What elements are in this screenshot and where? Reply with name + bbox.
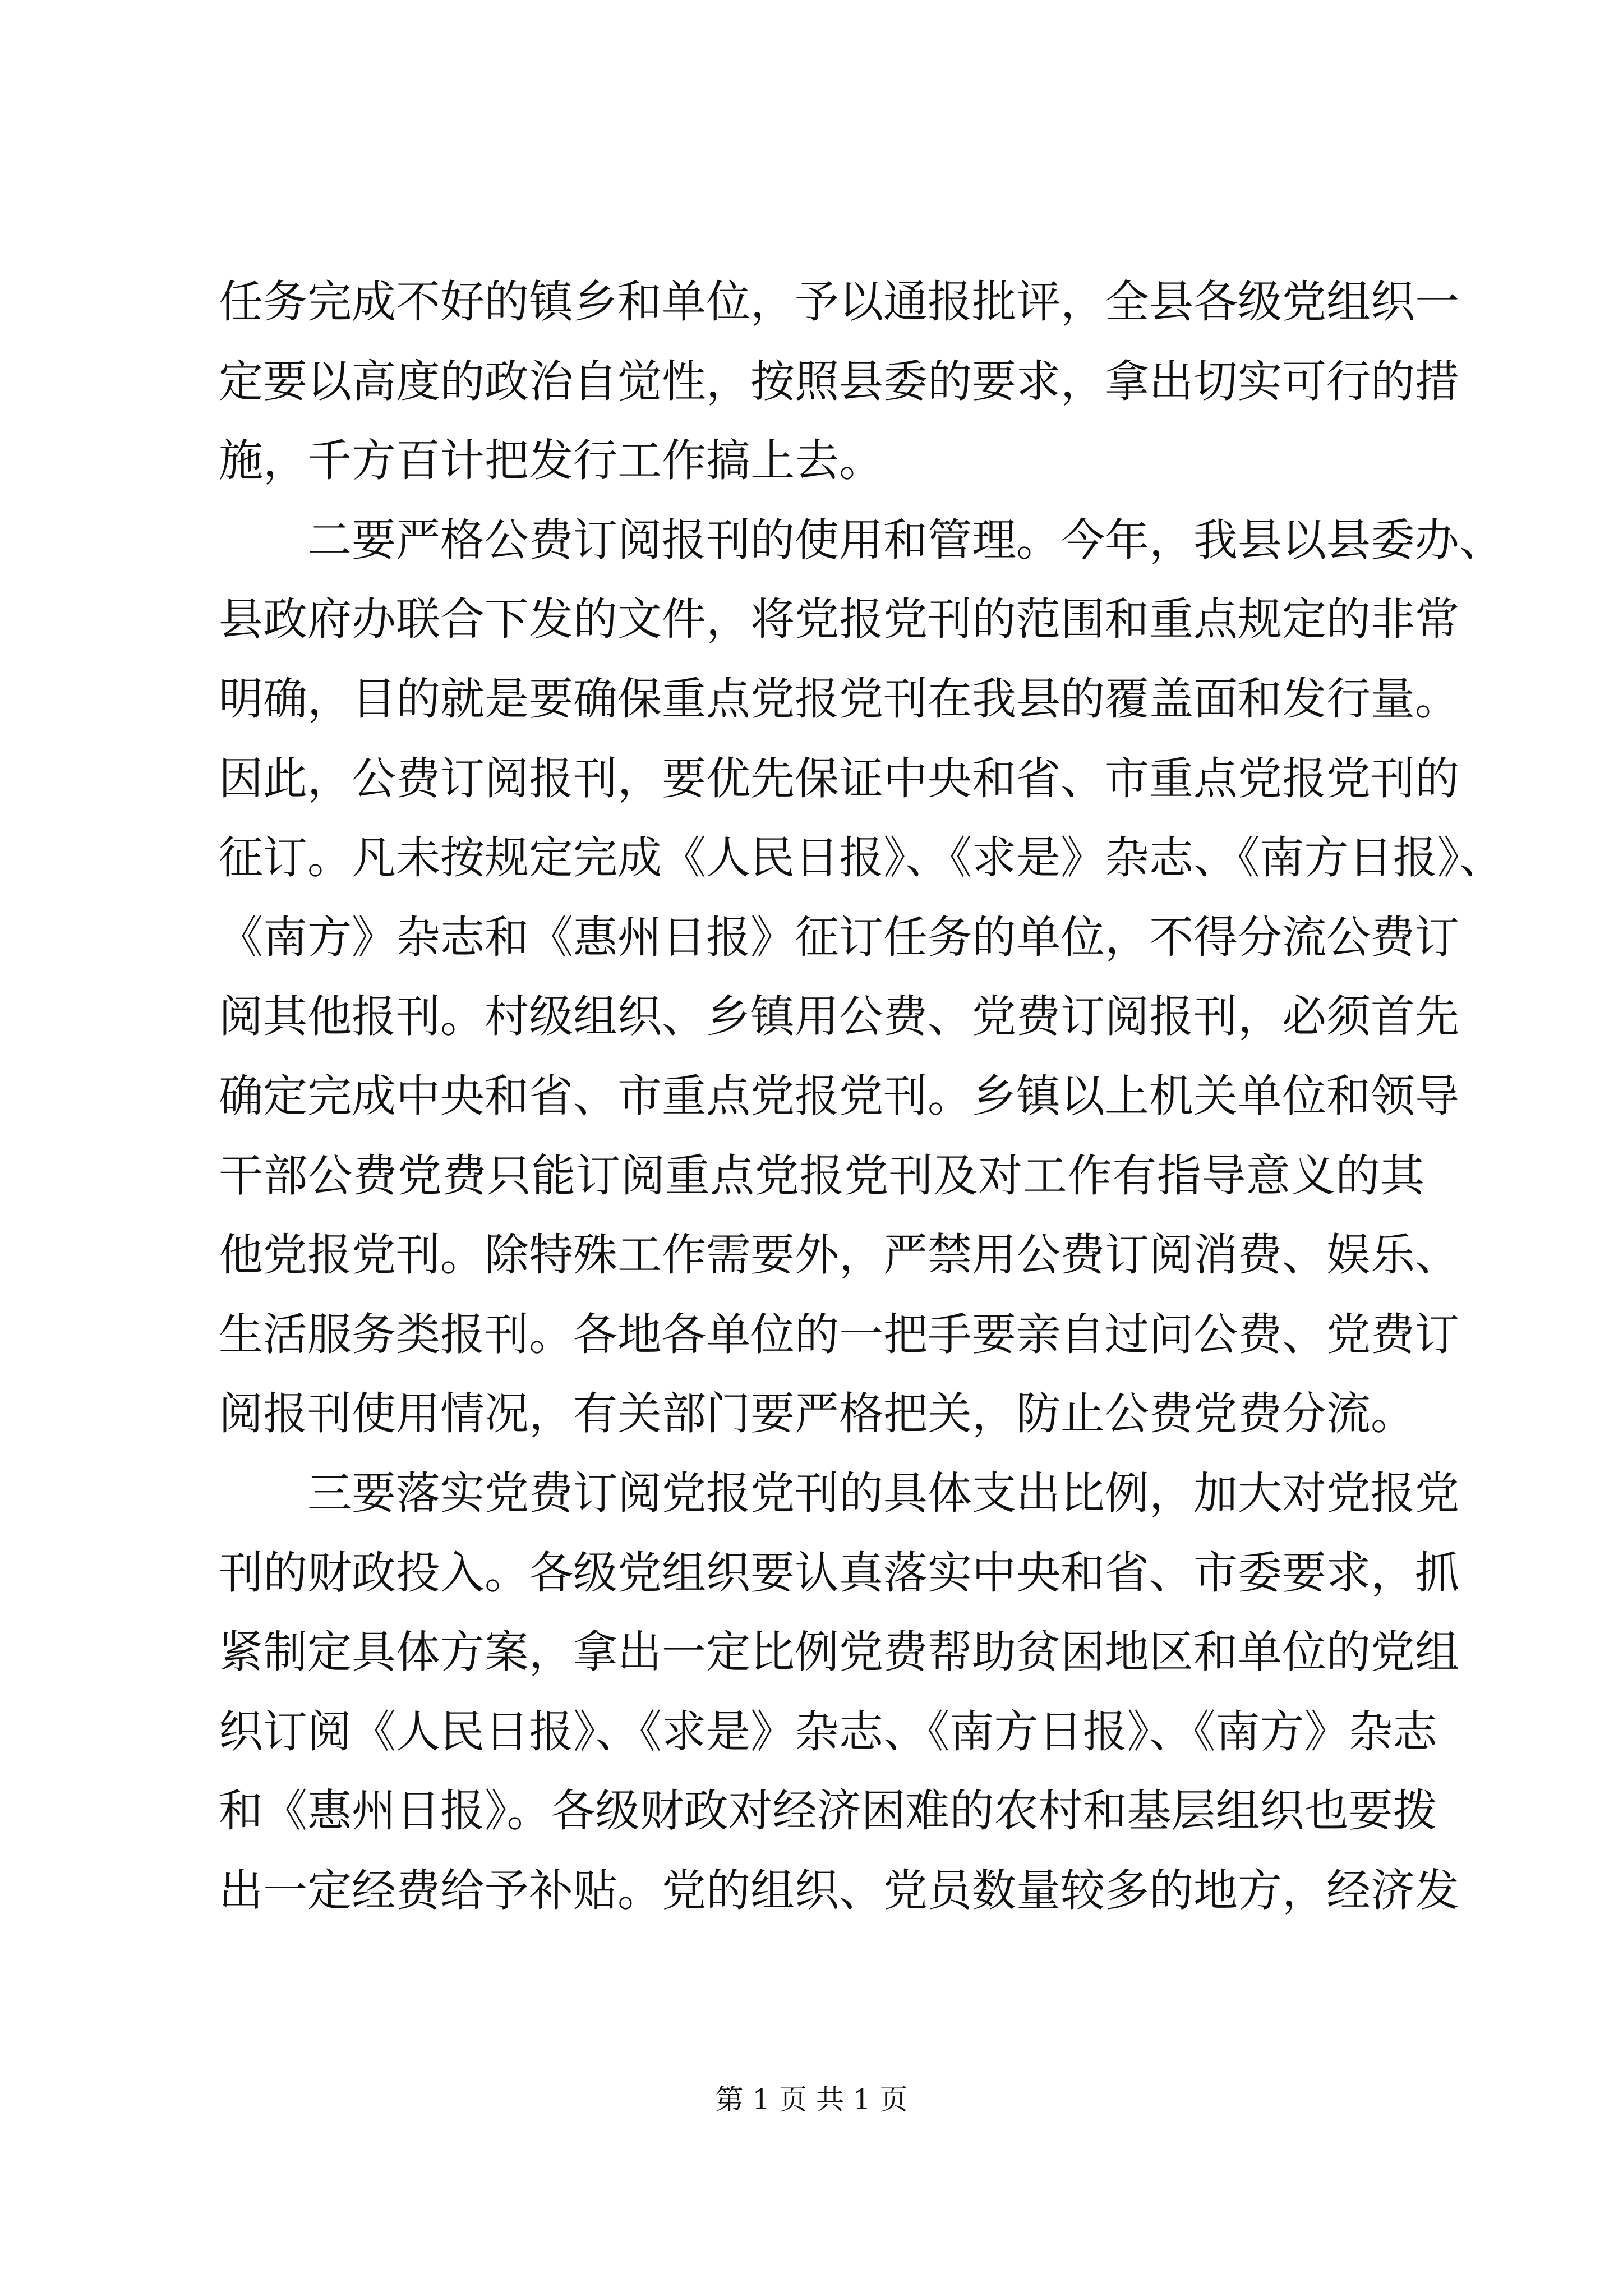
text-line: 因此，公费订阅报刊，要优先保证中央和省、市重点党报党刊的 <box>219 752 1459 804</box>
text-line: 紧制定具体方案，拿出一定比例党费帮助贫困地区和单位的党组 <box>219 1626 1459 1678</box>
text-line: 刊的财政投入。各级党组织要认真落实中央和省、市委要求，抓 <box>219 1547 1459 1599</box>
text-line: 县政府办联合下发的文件，将党报党刊的范围和重点规定的非常 <box>219 593 1459 646</box>
document-body <box>219 263 1504 1930</box>
text-line: 《南方》杂志和《惠州日报》征订任务的单位，不得分流公费订 <box>219 911 1459 963</box>
text-line: 生活服务类报刊。各地各单位的一把手要亲自过问公费、党费订 <box>219 1308 1459 1360</box>
text-line: 织订阅《人民日报》、《求是》杂志、《南方日报》、《南方》杂志 <box>219 1705 1437 1757</box>
text-line: 征订。凡未按规定完成《人民日报》、《求是》杂志、《南方日报》、 <box>219 832 1504 884</box>
text-line: 明确，目的就是要确保重点党报党刊在我县的覆盖面和发行量。 <box>219 673 1459 725</box>
text-line: 施，千方百计把发行工作搞上去。 <box>219 435 883 487</box>
paragraph-start-line: 二要严格公费订阅报刊的使用和管理。今年，我县以县委办、 <box>307 514 1504 566</box>
text-line: 阅报刊使用情况，有关部门要严格把关，防止公费党费分流。 <box>219 1388 1415 1440</box>
page-number-footer: 第 1 页 共 1 页 <box>715 2083 908 2116</box>
text-line: 确定完成中央和省、市重点党报党刊。乡镇以上机关单位和领导 <box>219 1070 1459 1122</box>
text-line: 阅其他报刊。村级组织、乡镇用公费、党费订阅报刊，必须首先 <box>219 991 1459 1043</box>
paragraph-start-line: 三要落实党费订阅党报党刊的具体支出比例，加大对党报党 <box>307 1467 1459 1519</box>
text-line: 任务完成不好的镇乡和单位，予以通报批评，全县各级党组织一 <box>219 276 1459 328</box>
text-line: 干部公费党费只能订阅重点党报党刊及对工作有指导意义的其 <box>219 1149 1424 1202</box>
text-line: 他党报党刊。除特殊工作需要外，严禁用公费订阅消费、娱乐、 <box>219 1229 1459 1281</box>
text-line: 定要以高度的政治自觉性，按照县委的要求，拿出切实可行的措 <box>219 355 1459 407</box>
text-line: 和《惠州日报》。各级财政对经济困难的农村和基层组织也要拨 <box>219 1785 1437 1837</box>
text-line: 出一定经费给予补贴。党的组织、党员数量较多的地方，经济发 <box>219 1864 1459 1916</box>
